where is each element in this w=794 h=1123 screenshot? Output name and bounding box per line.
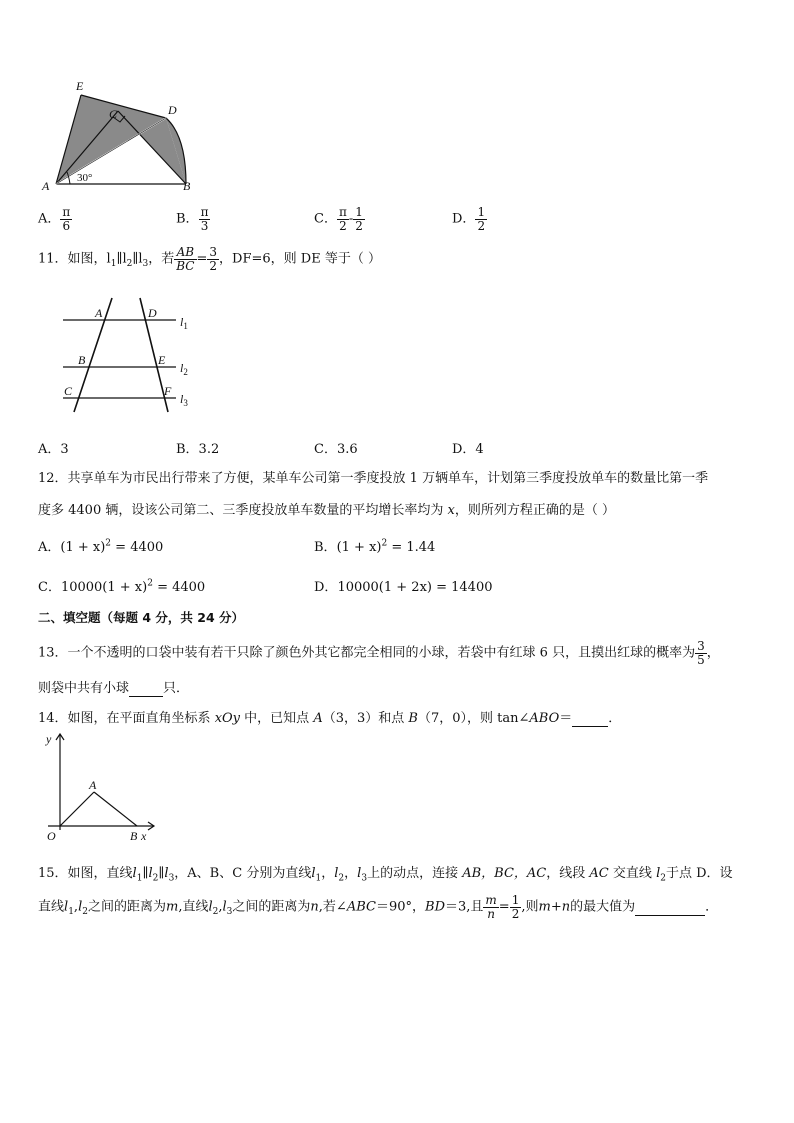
label-d: D (168, 103, 177, 117)
label-a: A (89, 778, 97, 792)
q13-line1: 13．一个不透明的口袋中装有若干只除了颜色外其它都完全相同的小球，若袋中有红球 6 只，且摸出红球的概率为 $\frac{3}{5}$ ， (38, 639, 720, 667)
label-l3: $l_3$ (180, 392, 188, 408)
label-e: E (158, 353, 166, 367)
q11-option-a[interactable]: A．3 (38, 442, 69, 457)
label-a: A (95, 306, 103, 320)
q15-line1: 15．如图，直线$l_1\parallel l_2\parallel l_3$，A、B、C 分别为直线$l_1$，$l_2$，$l_3$上的动点，连接 AB，BC，AC，线段 AC 交直线 $l_2$于点 D．设 (38, 866, 733, 884)
label-b: B (130, 829, 138, 843)
label-c: C (64, 384, 73, 398)
q12-option-c[interactable]: C．$10000(1 + x)^2 = 4400$ (38, 578, 206, 595)
label-x: x (141, 829, 147, 843)
q12-option-b[interactable]: B．$(1 + x)^2 = 1.44$ (314, 538, 436, 555)
q14-answer-blank[interactable] (572, 711, 608, 727)
label-a: A (42, 179, 50, 192)
label-l2: $l_2$ (180, 361, 188, 377)
q13-line2: 则袋中共有小球 只． (38, 681, 190, 696)
q11-stem: 11．如图，$l_1\parallel l_2\parallel l_3$，若 $\frac{AB}{BC}$ = $\frac{3}{2}$ ，DF=6，则 DE 等于（ ） (38, 245, 381, 273)
label-b: B (183, 179, 191, 192)
label-angle: 30° (77, 172, 93, 184)
q13-answer-blank[interactable] (129, 681, 163, 697)
label-y: y (46, 732, 52, 746)
label-o: O (47, 829, 56, 843)
q10-figure (36, 76, 206, 192)
label-e: E (76, 79, 84, 93)
section-heading: 二、填空题（每题 4 分，共 24 分） (38, 610, 245, 625)
q12-line1: 12．共享单车为市民出行带来了方便，某单车公司第一季度投放 1 万辆单车，计划第三季度投放单车的数量比第一季 (38, 471, 709, 486)
label-d: D (148, 306, 157, 320)
q11-option-d[interactable]: D．4 (452, 442, 484, 457)
q12-option-a[interactable]: A．$(1 + x)^2 = 4400$ (38, 538, 164, 555)
label-c: C (109, 107, 118, 121)
q15-answer-blank[interactable] (635, 900, 705, 916)
label-l1: $l_1$ (180, 315, 188, 331)
q11-option-c[interactable]: C．3.6 (314, 442, 358, 457)
q11-figure (58, 294, 208, 416)
q10-option-d[interactable]: D． $\frac{1}{2}$ (452, 205, 486, 233)
q15-line2: 直线$l_1,l_2$之间的距离为m,直线$l_2,l_3$之间的距离为n,若∠ABC＝90°，BD＝3,且 $\frac{m}{n}$ = $\frac{1}{2}$ ,则m+n的最大值为 ． (38, 893, 719, 921)
label-b: B (78, 353, 86, 367)
q10-option-c[interactable]: C． $\frac{\pi}{2}$ - $\frac{1}{2}$ (314, 205, 363, 233)
q10-option-b[interactable]: B． $\frac{\pi}{3}$ (176, 205, 209, 233)
q12-line2: 度多 4400 辆，设该公司第二、三季度投放单车数量的平均增长率均为 x，则所列方程正确的是（ ） (38, 503, 615, 518)
q10-option-a[interactable]: A． $\frac{\pi}{6}$ (38, 205, 71, 233)
label-f: F (164, 384, 172, 398)
q12-option-d[interactable]: D．10000(1 + 2x) = 14400 (314, 580, 493, 595)
q11-option-b[interactable]: B．3.2 (176, 442, 220, 457)
q14-figure (42, 730, 162, 846)
q14-stem: 14．如图，在平面直角坐标系 xOy 中，已知点 A（3，3）和点 B（7，0），则 tan∠ABO＝ ． (38, 711, 622, 726)
